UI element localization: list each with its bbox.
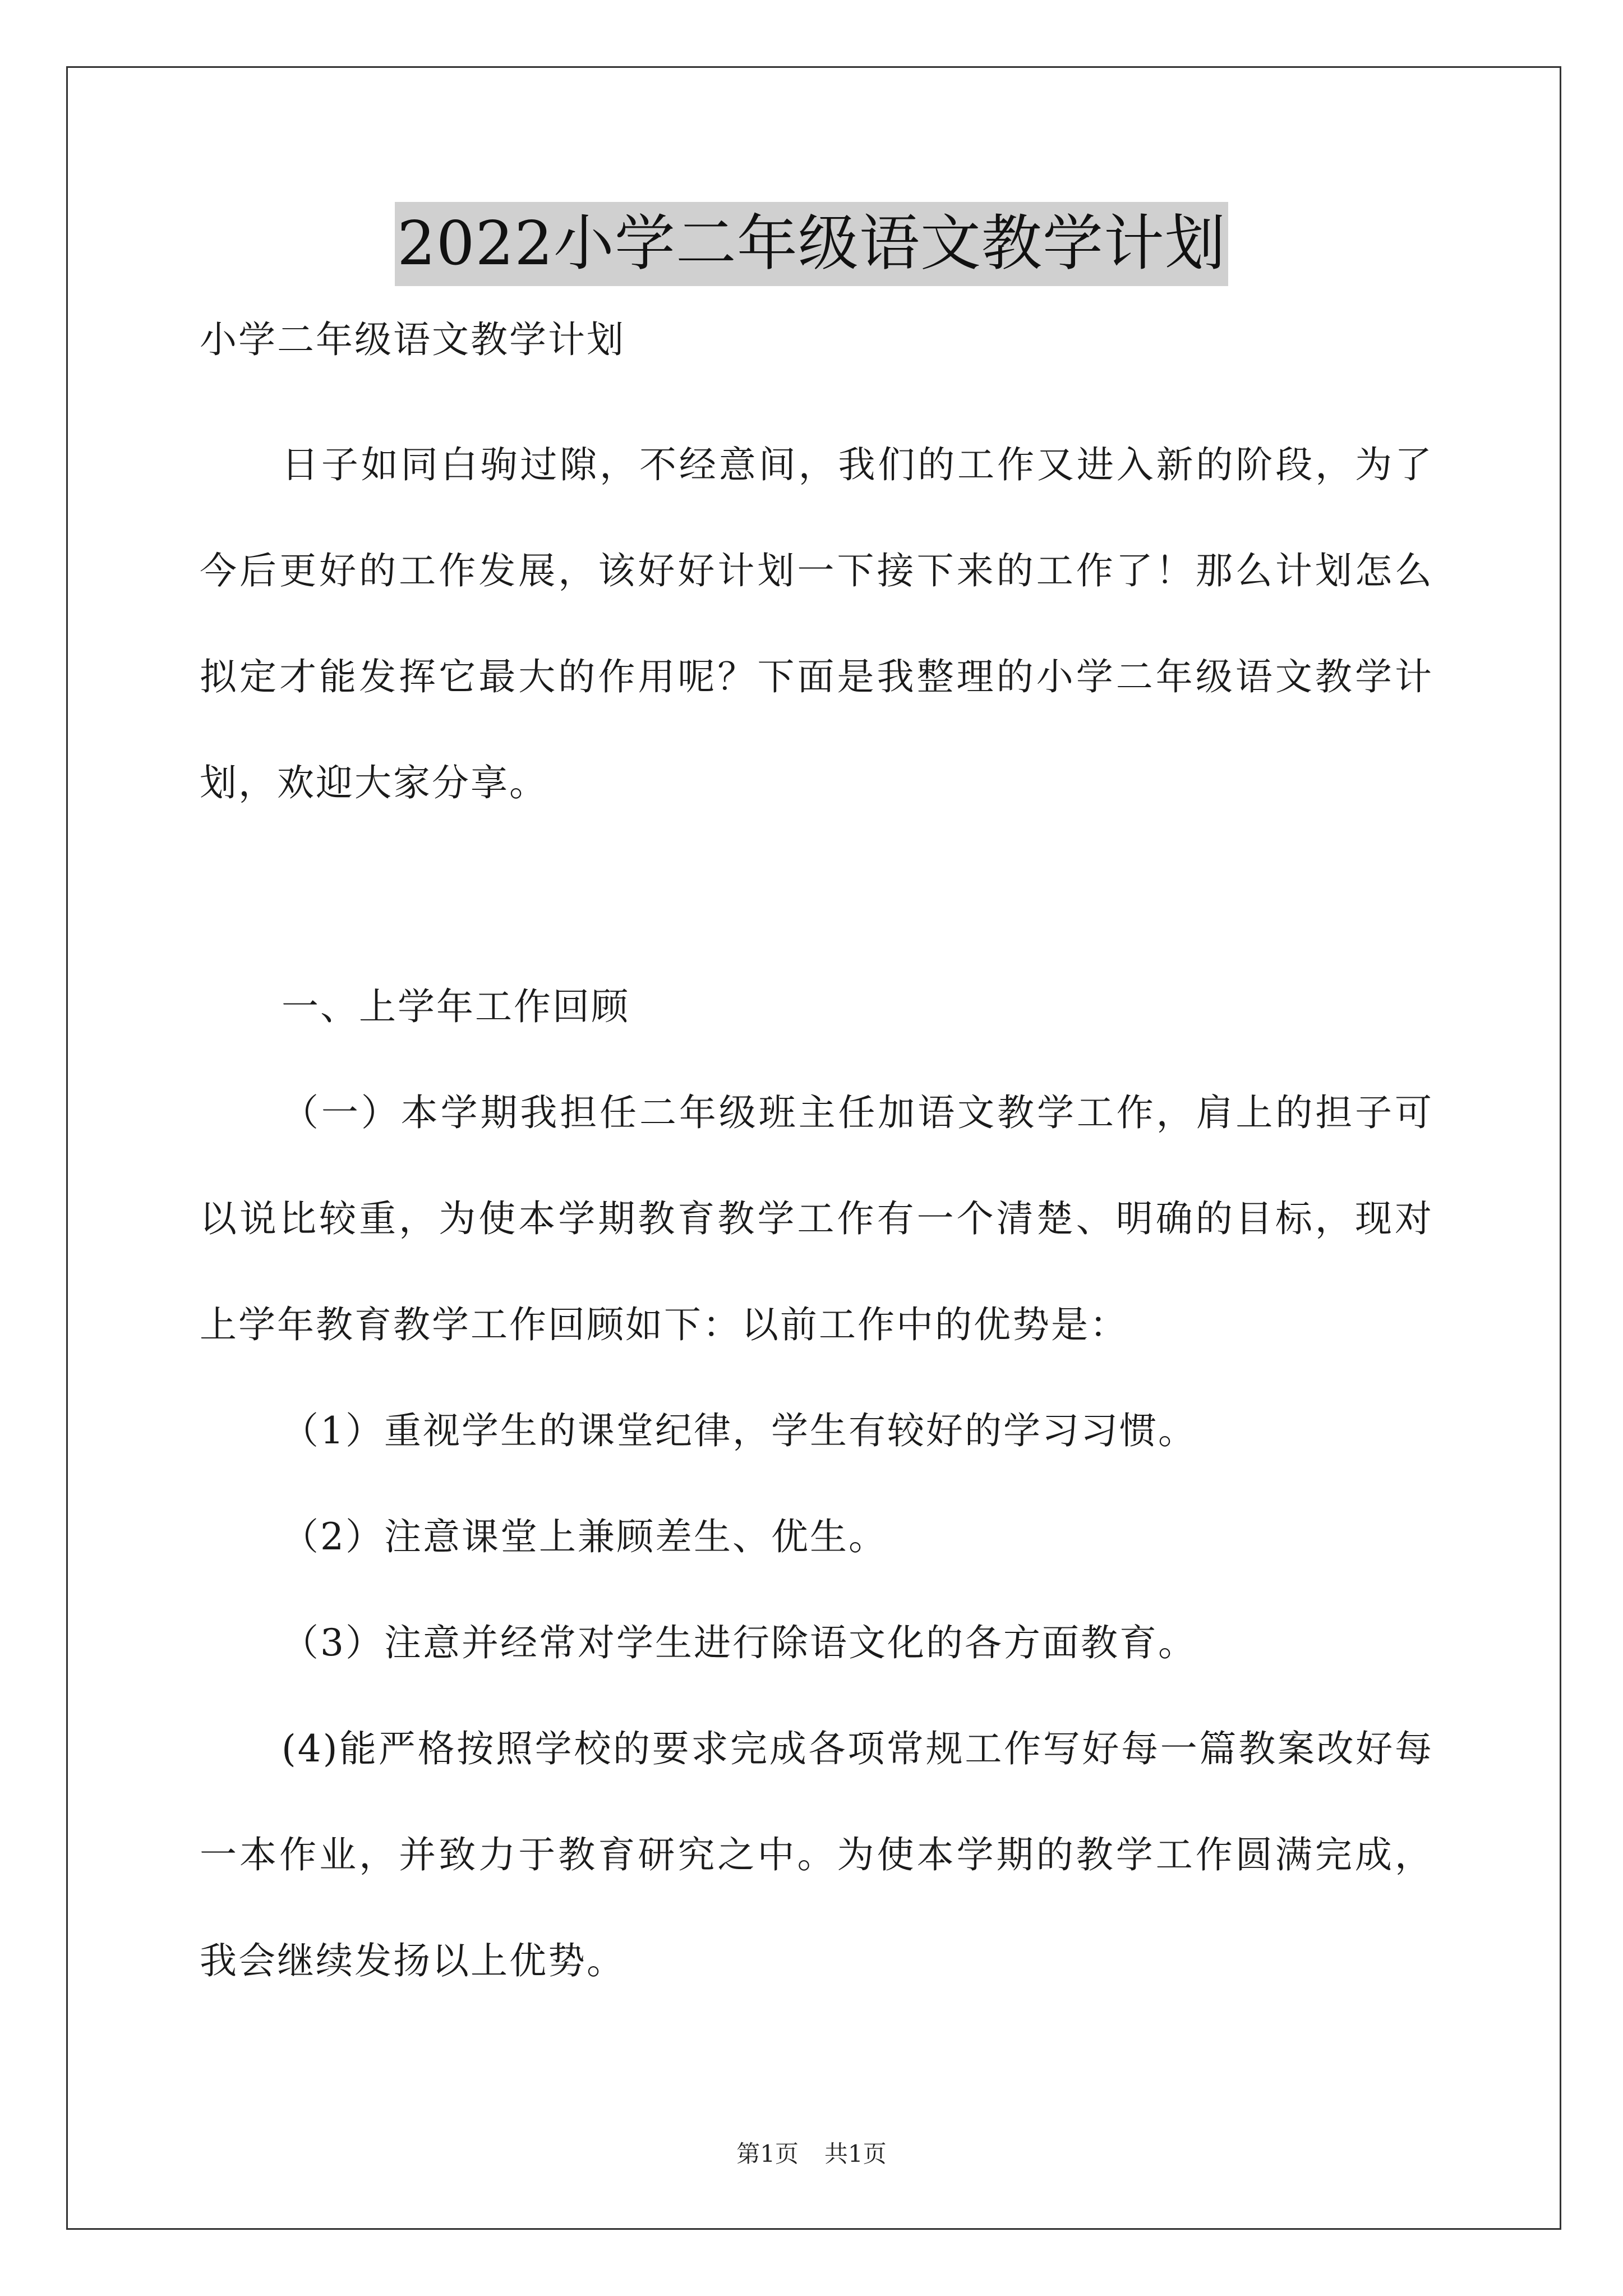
title-container [0,202,1623,286]
page-footer [0,2137,1623,2171]
paragraph-review: （一）本学期我担任二年级班主任加语文教学工作，肩上的担子可以说比较重，为使本学期教育教学工作有一个清楚、明确的目标，现对上学年教育教学工作回顾如下：以前工作中的优势是： [200,1091,1433,1346]
page-number-total: 共1页 [824,2140,887,2168]
page-number-current: 第1页 [736,2140,799,2168]
document-title: 2022小学二年级语文教学计划 [395,202,1228,286]
section-heading: 一、上学年工作回顾 [282,985,630,1028]
document-subtitle: 小学二年级语文教学计划 [200,318,625,361]
list-item-1: （1）重视学生的课堂纪律，学生有较好的学习习惯。 [282,1409,1197,1452]
intro-paragraph: 日子如同白驹过隙，不经意间，我们的工作又进入新的阶段，为了今后更好的工作发展，该好好计划一下接下来的工作了！那么计划怎么拟定才能发挥它最大的作用呢？下面是我整理的小学二年级语文教学计划，欢迎大家分享。 [200,443,1433,804]
list-item-2: （2）注意课堂上兼顾差生、优生。 [282,1515,887,1558]
list-item-3: （3）注意并经常对学生进行除语文化的各方面教育。 [282,1621,1197,1664]
list-item-4: (4)能严格按照学校的要求完成各项常规工作写好每一篇教案改好每一本作业，并致力于教育研究之中。为使本学期的教学工作圆满完成，我会继续发扬以上优势。 [200,1727,1433,1982]
